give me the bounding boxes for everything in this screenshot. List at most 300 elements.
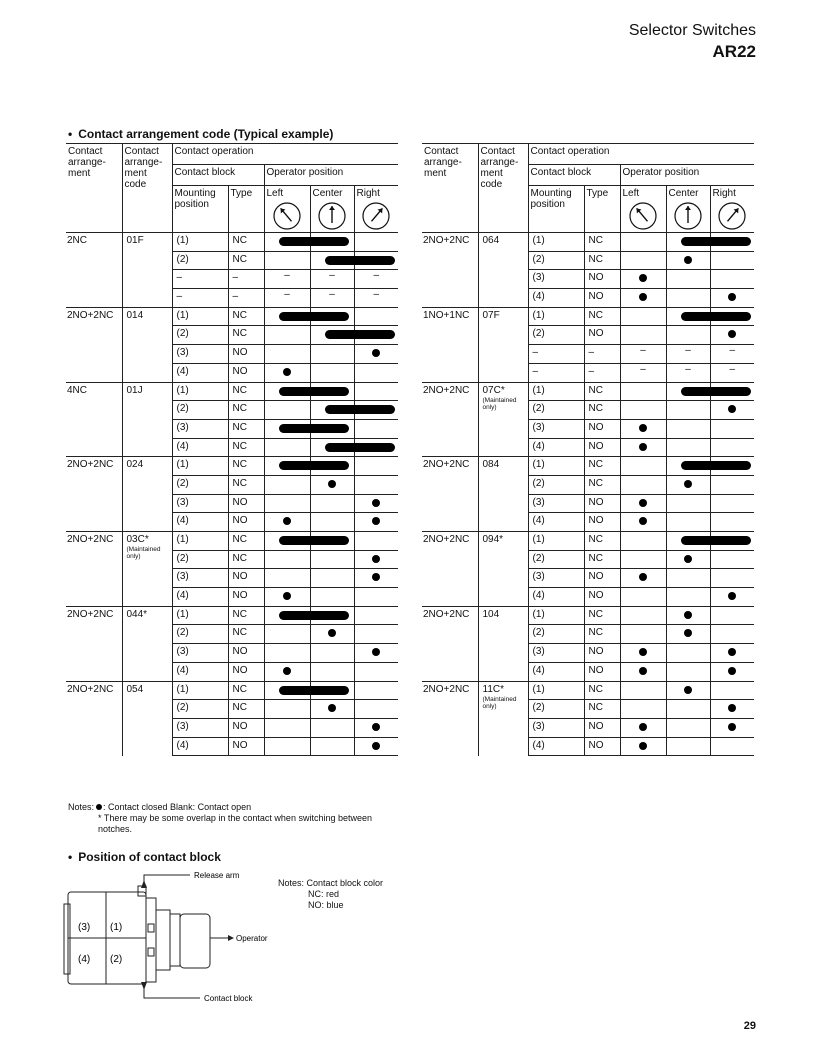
- type-cell: NC: [228, 419, 264, 438]
- type-cell: NO: [228, 569, 264, 588]
- position-cell-l: [620, 494, 666, 513]
- section-title: Position of contact block: [78, 850, 221, 864]
- position-cell-l: [620, 438, 666, 457]
- type-cell: NO: [228, 737, 264, 756]
- mounting-cell: (3): [528, 569, 584, 588]
- position-label: Center: [312, 188, 343, 199]
- maintained-note: (Maintained only): [482, 396, 517, 411]
- position-cell-r: [710, 494, 754, 513]
- contact-closed-dot: [328, 704, 336, 712]
- position-cell-c: [310, 700, 354, 719]
- type-cell: NC: [584, 550, 620, 569]
- arrangement-cell: 2NO+2NC: [66, 457, 122, 532]
- position-cell-c: [310, 662, 354, 681]
- bullet: •: [68, 850, 73, 864]
- position-cell-l: [264, 494, 310, 513]
- col-header-operation: Contact operation: [172, 144, 398, 165]
- position-cell-l: [620, 718, 666, 737]
- table-row: [422, 532, 754, 551]
- type-cell: NO: [584, 419, 620, 438]
- contact-closed-dot: [684, 611, 692, 619]
- diagram-notes: [278, 878, 383, 911]
- col-header-center: [666, 186, 710, 233]
- diagram-notes-line2: NC: red: [308, 889, 340, 899]
- position-cell-r: [710, 550, 754, 569]
- arrow-icon: [141, 982, 147, 990]
- contact-closed-bar: [325, 330, 395, 339]
- position-cell-l: [264, 419, 310, 438]
- mounting-cell: (1): [172, 233, 228, 252]
- table-row: [422, 681, 754, 700]
- position-cell-l: [264, 289, 310, 308]
- dash: –: [640, 345, 646, 357]
- contact-closed-dot: [639, 293, 647, 301]
- maintained-note: (Maintained only): [482, 695, 517, 710]
- position-cell-l: [264, 532, 310, 551]
- position-cell-c: [310, 345, 354, 364]
- arrangement-cell: 2NO+2NC: [66, 532, 122, 607]
- position-cell-l: [620, 326, 666, 345]
- position-cell-c: [310, 550, 354, 569]
- position-cell-l: [620, 532, 666, 551]
- position-cell-l: [620, 382, 666, 401]
- type-cell: NC: [584, 233, 620, 252]
- position-cell-l: [620, 233, 666, 252]
- contact-closed-dot: [372, 349, 380, 357]
- position-cell-l: [620, 606, 666, 625]
- dash: –: [729, 363, 736, 375]
- block-ring: [170, 914, 180, 966]
- code-value: 01J: [126, 384, 143, 396]
- position-cell-r: [710, 475, 754, 494]
- block-side: [146, 898, 156, 982]
- position-cell-r: [710, 289, 754, 308]
- position-cell-c: [666, 326, 710, 345]
- position-cell-c: [666, 588, 710, 607]
- section-heading-contact-arrangement: [68, 127, 333, 141]
- position-cell-r: [354, 588, 398, 607]
- position-cell-l: [620, 289, 666, 308]
- position-cell-l: [264, 345, 310, 364]
- left-table-contacts: [66, 143, 398, 756]
- contact-block-diagram: [60, 870, 280, 1015]
- position-cell-l: [264, 681, 310, 700]
- code-value: 11C*: [482, 683, 504, 695]
- mounting-cell: (1): [528, 233, 584, 252]
- position-cell-l: [264, 606, 310, 625]
- position-cell-c: [666, 494, 710, 513]
- mounting-cell: (4): [172, 662, 228, 681]
- type-cell: NC: [228, 475, 264, 494]
- position-cell-l: [264, 625, 310, 644]
- contact-closed-dot: [283, 368, 291, 376]
- position-cell-c: [310, 718, 354, 737]
- code-cell: [122, 233, 172, 308]
- contact-closed-dot: [684, 686, 692, 694]
- contact-closed-dot: [283, 517, 291, 525]
- arrangement-cell: 2NO+2NC: [422, 457, 478, 532]
- position-cell-c: [310, 475, 354, 494]
- position-cell-c: [666, 718, 710, 737]
- type-cell: NO: [584, 513, 620, 532]
- position-cell-c: [310, 588, 354, 607]
- arrangement-cell: 2NO+2NC: [66, 606, 122, 681]
- position-cell-l: [620, 662, 666, 681]
- header-title: Selector Switches: [628, 22, 756, 39]
- mounting-cell: (2): [172, 251, 228, 270]
- position-label: Center: [668, 188, 699, 199]
- code-cell: [122, 681, 172, 756]
- release-arm-label: Release arm: [194, 871, 240, 880]
- type-cell: NC: [228, 401, 264, 420]
- position-cell-l: [264, 270, 310, 289]
- notes-prefix: Notes:: [68, 802, 95, 812]
- type-cell: NC: [228, 457, 264, 476]
- position-cell-r: [354, 644, 398, 663]
- code-value: 03C*: [126, 534, 149, 545]
- type-cell: NC: [584, 606, 620, 625]
- type-cell: NC: [228, 681, 264, 700]
- mounting-cell: (4): [172, 438, 228, 457]
- terminal: [148, 948, 154, 956]
- position-cell-l: [620, 307, 666, 326]
- position-cell-c: [666, 625, 710, 644]
- mounting-cell: (2): [172, 326, 228, 345]
- position-cell-r: [710, 363, 754, 382]
- contact-closed-dot: [728, 723, 736, 731]
- position-cell-r: [354, 662, 398, 681]
- type-cell: NO: [584, 438, 620, 457]
- position-cell-c: [666, 681, 710, 700]
- position-cell-r: [710, 251, 754, 270]
- mounting-cell: (2): [528, 401, 584, 420]
- table-row: [422, 606, 754, 625]
- mounting-cell: (1): [172, 606, 228, 625]
- code-cell: [122, 307, 172, 382]
- position-cell-r: [710, 588, 754, 607]
- position-cell-r: [710, 419, 754, 438]
- type-cell: NO: [228, 588, 264, 607]
- position-cell-l: [620, 401, 666, 420]
- contact-closed-dot: [728, 592, 736, 600]
- position-cell-l: [264, 382, 310, 401]
- position-cell-r: [354, 457, 398, 476]
- type-cell: NC: [584, 475, 620, 494]
- position-cell-c: [666, 700, 710, 719]
- position-cell-l: [620, 363, 666, 382]
- mounting-cell: (1): [172, 457, 228, 476]
- type-cell: NC: [228, 700, 264, 719]
- contact-closed-bar: [681, 461, 751, 470]
- position-cell-r: [710, 326, 754, 345]
- type-cell: NC: [228, 382, 264, 401]
- contact-closed-dot: [372, 648, 380, 656]
- mounting-cell: (4): [528, 737, 584, 756]
- section-heading-contact-position: [68, 850, 221, 864]
- contact-closed-dot: [684, 629, 692, 637]
- position-cell-l: [264, 513, 310, 532]
- col-header-right: [354, 186, 398, 233]
- operator-body: [180, 914, 210, 968]
- diagram-notes-line1: Notes: Contact block color: [278, 878, 384, 888]
- position-cell-r: [354, 419, 398, 438]
- contact-closed-bar: [325, 256, 395, 265]
- contact-closed-dot: [728, 405, 736, 413]
- position-cell-l: [620, 475, 666, 494]
- mounting-cell: (3): [172, 718, 228, 737]
- position-cell-r: [710, 681, 754, 700]
- dash: –: [329, 289, 335, 301]
- type-cell: NO: [228, 345, 264, 364]
- release-arm-leader: [144, 875, 190, 884]
- code-cell: [478, 532, 528, 607]
- mounting-cell: –: [172, 270, 228, 289]
- position-cell-r: [710, 513, 754, 532]
- type-cell: NO: [584, 289, 620, 308]
- position-cell-r: [710, 737, 754, 756]
- contact-closed-bar: [279, 536, 349, 545]
- contact-closed-bar: [279, 424, 349, 433]
- contact-closed-bar: [681, 237, 751, 246]
- arrangement-cell: 2NO+2NC: [422, 681, 478, 756]
- mounting-cell: (4): [528, 513, 584, 532]
- col-header-arrangement: Contact arrange-ment: [66, 144, 122, 233]
- arrangement-cell: 2NO+2NC: [66, 681, 122, 756]
- position-cell-c: [310, 625, 354, 644]
- contact-closed-dot: [639, 573, 647, 581]
- position-cell-l: [620, 550, 666, 569]
- type-cell: NC: [584, 401, 620, 420]
- position-cell-r: [354, 737, 398, 756]
- table-row: [66, 606, 398, 625]
- col-header-block: Contact block: [172, 165, 264, 186]
- position-cell-c: [666, 363, 710, 382]
- position-cell-c: [666, 307, 710, 326]
- mounting-cell: (3): [172, 644, 228, 663]
- mounting-cell: (3): [528, 270, 584, 289]
- arrow-icon: [228, 935, 234, 941]
- mounting-cell: (2): [528, 251, 584, 270]
- type-cell: NC: [228, 233, 264, 252]
- contact-closed-dot: [639, 424, 647, 432]
- position-cell-l: [264, 644, 310, 663]
- type-cell: NO: [584, 569, 620, 588]
- code-cell: [478, 606, 528, 681]
- position-cell-l: [620, 513, 666, 532]
- contact-closed-dot: [684, 480, 692, 488]
- table-row: [422, 307, 754, 326]
- arrangement-cell: 2NO+2NC: [422, 532, 478, 607]
- dash: –: [640, 363, 646, 375]
- position-cell-c: [666, 532, 710, 551]
- position-cell-c: [310, 363, 354, 382]
- position-cell-r: [710, 606, 754, 625]
- mounting-cell: (1): [172, 307, 228, 326]
- contact-closed-dot: [372, 517, 380, 525]
- position-cell-l: [264, 326, 310, 345]
- contact-closed-dot: [728, 667, 736, 675]
- contact-closed-bar: [325, 443, 395, 452]
- dash: –: [284, 270, 290, 282]
- pos3-label: (3): [78, 922, 91, 933]
- position-cell-r: [354, 233, 398, 252]
- position-label: Left: [266, 188, 284, 199]
- dial-center-icon: [317, 201, 347, 231]
- type-cell: NO: [584, 494, 620, 513]
- position-cell-l: [264, 662, 310, 681]
- position-cell-c: [310, 569, 354, 588]
- type-cell: NO: [228, 513, 264, 532]
- contact-closed-dot: [684, 256, 692, 264]
- type-cell: NC: [228, 625, 264, 644]
- position-cell-r: [710, 718, 754, 737]
- contact-closed-dot: [639, 499, 647, 507]
- type-cell: –: [228, 270, 264, 289]
- contact-closed-dot: [728, 293, 736, 301]
- contact-closed-bar: [681, 312, 751, 321]
- table-notes: [68, 802, 398, 835]
- contact-closed-dot: [283, 667, 291, 675]
- type-cell: NO: [228, 363, 264, 382]
- col-header-block: Contact block: [528, 165, 620, 186]
- position-cell-c: [666, 270, 710, 289]
- position-cell-r: [354, 382, 398, 401]
- mounting-cell: (4): [528, 289, 584, 308]
- contact-closed-dot: [372, 723, 380, 731]
- mounting-cell: (1): [172, 681, 228, 700]
- type-cell: NO: [228, 662, 264, 681]
- col-header-code: Contact arrange-ment code: [478, 144, 528, 233]
- code-cell: [478, 307, 528, 382]
- position-cell-c: [666, 438, 710, 457]
- contact-closed-dot: [283, 592, 291, 600]
- position-cell-r: [710, 345, 754, 364]
- position-cell-r: [710, 625, 754, 644]
- dial-left-icon: [272, 201, 302, 231]
- mounting-cell: (3): [528, 419, 584, 438]
- type-cell: NO: [584, 588, 620, 607]
- type-cell: NO: [584, 326, 620, 345]
- mounting-cell: (3): [172, 345, 228, 364]
- col-header-type: Type: [228, 186, 264, 233]
- position-cell-l: [620, 457, 666, 476]
- type-cell: NC: [228, 438, 264, 457]
- table-row: [422, 382, 754, 401]
- position-cell-l: [264, 569, 310, 588]
- contact-closed-bar: [325, 405, 395, 414]
- position-cell-c: [666, 251, 710, 270]
- position-label: Left: [622, 188, 640, 199]
- arrangement-cell: 1NO+1NC: [422, 307, 478, 382]
- position-cell-c: [666, 289, 710, 308]
- position-cell-c: [666, 475, 710, 494]
- contact-closed-bar: [279, 312, 349, 321]
- mounting-cell: (4): [172, 737, 228, 756]
- notes-overlap: * There may be some overlap in the contact when switching between notches.: [98, 813, 372, 834]
- position-cell-r: [354, 681, 398, 700]
- mounting-cell: (1): [528, 681, 584, 700]
- position-cell-c: [666, 550, 710, 569]
- position-cell-l: [264, 475, 310, 494]
- col-header-code: Contact arrange-ment code: [122, 144, 172, 233]
- mounting-cell: (3): [172, 494, 228, 513]
- type-cell: NC: [584, 700, 620, 719]
- dash: –: [729, 345, 736, 357]
- contact-closed-dot: [372, 555, 380, 563]
- dash: –: [685, 345, 691, 357]
- contact-closed-dot: [372, 742, 380, 750]
- code-cell: [478, 457, 528, 532]
- position-cell-l: [620, 737, 666, 756]
- contact-closed-dot: [639, 648, 647, 656]
- position-cell-l: [620, 270, 666, 289]
- arrangement-cell: 4NC: [66, 382, 122, 457]
- position-cell-c: [666, 419, 710, 438]
- pos4-label: (4): [78, 954, 91, 965]
- position-cell-l: [620, 644, 666, 663]
- mounting-cell: (2): [172, 401, 228, 420]
- dial-right-icon: [361, 201, 391, 231]
- position-cell-l: [264, 438, 310, 457]
- table-row: [66, 532, 398, 551]
- position-cell-l: [264, 233, 310, 252]
- code-cell: [478, 382, 528, 457]
- code-value: 07C*: [482, 384, 505, 396]
- position-cell-r: [354, 513, 398, 532]
- position-cell-c: [310, 270, 354, 289]
- mounting-cell: (1): [528, 307, 584, 326]
- arrangement-cell: 2NC: [66, 233, 122, 308]
- contact-closed-bar: [681, 387, 751, 396]
- contact-closed-dot: [639, 723, 647, 731]
- contact-closed-dot: [728, 704, 736, 712]
- mounting-cell: (3): [172, 569, 228, 588]
- position-cell-l: [264, 737, 310, 756]
- col-header-left: [620, 186, 666, 233]
- contact-closed-dot: [639, 667, 647, 675]
- mounting-cell: (3): [528, 644, 584, 663]
- mounting-cell: (4): [172, 588, 228, 607]
- mounting-cell: (4): [528, 662, 584, 681]
- type-cell: –: [584, 363, 620, 382]
- col-header-operation: Contact operation: [528, 144, 754, 165]
- type-cell: NO: [584, 718, 620, 737]
- position-cell-l: [264, 700, 310, 719]
- type-cell: NC: [584, 681, 620, 700]
- mounting-cell: (4): [172, 363, 228, 382]
- position-cell-l: [264, 588, 310, 607]
- position-cell-c: [666, 606, 710, 625]
- table-row: [66, 233, 398, 252]
- position-cell-r: [354, 532, 398, 551]
- mounting-cell: (1): [528, 606, 584, 625]
- position-cell-c: [666, 401, 710, 420]
- contact-closed-dot: [728, 648, 736, 656]
- position-cell-l: [620, 419, 666, 438]
- position-label: Right: [712, 188, 736, 199]
- position-cell-r: [354, 700, 398, 719]
- position-cell-c: [310, 513, 354, 532]
- contact-closed-bar: [681, 536, 751, 545]
- type-cell: NC: [584, 382, 620, 401]
- position-cell-c: [666, 569, 710, 588]
- position-cell-r: [710, 270, 754, 289]
- code-value: 024: [126, 459, 144, 471]
- diagram-notes-line3: NO: blue: [308, 900, 344, 910]
- code-value: 07F: [482, 309, 500, 321]
- mounting-cell: –: [528, 363, 584, 382]
- position-cell-r: [354, 718, 398, 737]
